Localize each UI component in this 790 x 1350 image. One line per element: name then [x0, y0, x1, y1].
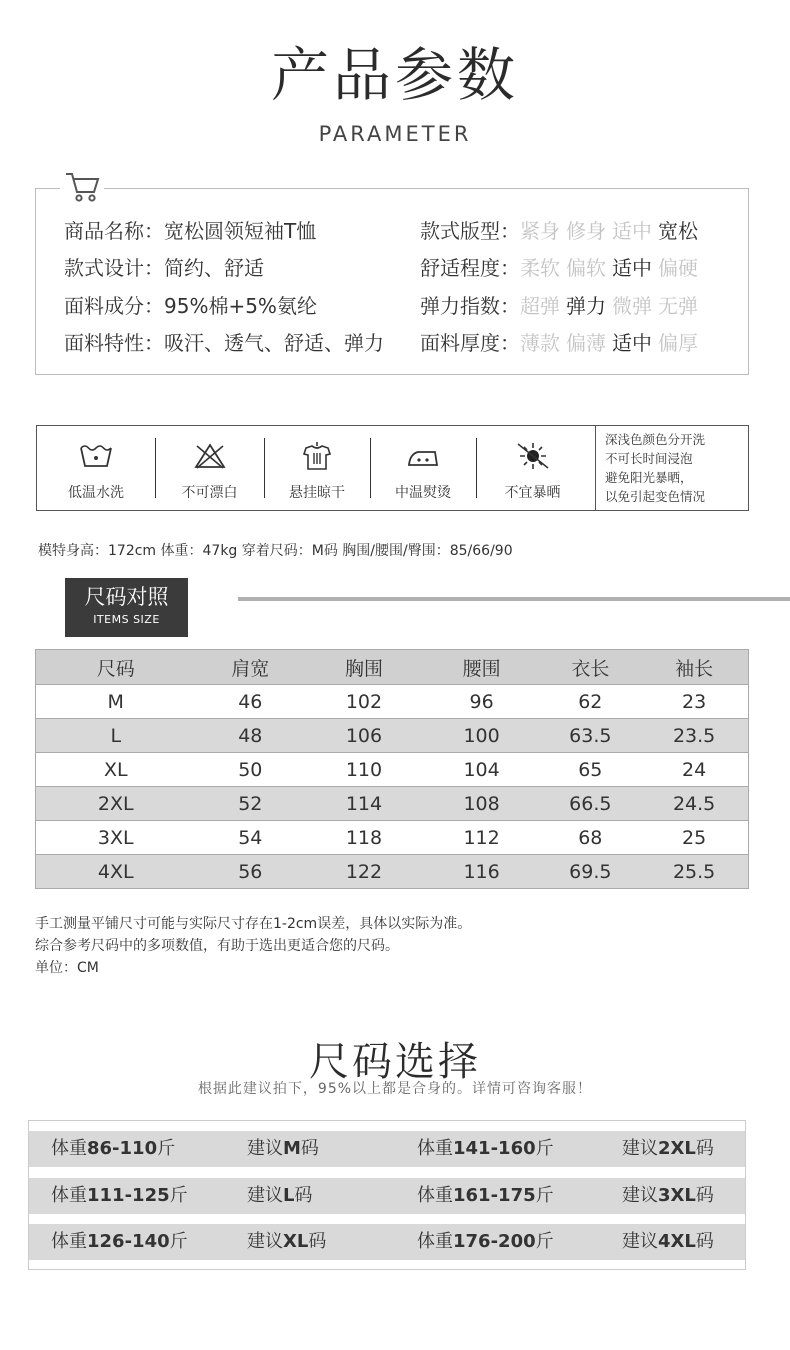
- suggested-size: 建议M码: [247, 1138, 319, 1159]
- divider: [238, 597, 790, 601]
- size-choice-box: [28, 1120, 746, 1270]
- param-row-left: [64, 291, 317, 321]
- size-choice-title: 尺码选择: [309, 1039, 481, 1085]
- param-option: 超弹: [520, 294, 560, 318]
- table-cell: 2XL: [36, 787, 196, 821]
- table-header-cell: 肩宽: [195, 650, 305, 685]
- note-reference: 综合参考尺码中的多项数值，有助于选出更适合您的尺码。: [35, 938, 399, 954]
- param-option: 偏软: [566, 256, 606, 280]
- hang-dry-icon: [299, 440, 335, 472]
- table-cell: 62: [540, 685, 640, 719]
- table-row: [36, 753, 749, 787]
- param-row-right: [420, 328, 704, 358]
- table-cell: 3XL: [36, 821, 196, 855]
- table-cell: 24.5: [640, 787, 748, 821]
- table-cell: 4XL: [36, 855, 196, 889]
- table-cell: 50: [195, 753, 305, 787]
- table-cell: 48: [195, 719, 305, 753]
- weight-range: 体重176-200斤: [417, 1231, 554, 1252]
- table-cell: M: [36, 685, 196, 719]
- medium-iron-icon: [405, 440, 441, 472]
- param-label: 款式设计：: [64, 256, 164, 280]
- suggested-size: 建议L码: [247, 1185, 313, 1206]
- param-label: 面料特性：: [64, 331, 164, 355]
- table-cell: 114: [305, 787, 423, 821]
- table-row: [36, 787, 749, 821]
- table-cell: 100: [423, 719, 541, 753]
- model-info: 模特身高：172cm 体重：47kg 穿着尺码：M码 胸围/腰围/臀围：85/66/90: [38, 543, 513, 559]
- table-header-cell: 腰围: [423, 650, 541, 685]
- page-title: 产品参数: [270, 41, 519, 109]
- table-cell: 108: [423, 787, 541, 821]
- size-table: [35, 649, 749, 889]
- table-cell: 52: [195, 787, 305, 821]
- care-label: 低温水洗: [68, 485, 124, 501]
- care-item-no-bleach: [155, 426, 264, 510]
- table-cell: 25.5: [640, 855, 748, 889]
- param-label: 舒适程度：: [420, 256, 520, 280]
- care-item-hang-dry: [264, 426, 370, 510]
- care-item-medium-iron: [370, 426, 476, 510]
- size-section-tag: [65, 578, 188, 637]
- size-choice-row: [29, 1131, 745, 1167]
- table-header-cell: 尺码: [36, 650, 196, 685]
- table-header-cell: 胸围: [305, 650, 423, 685]
- param-option: 适中: [612, 256, 652, 280]
- table-cell: 46: [195, 685, 305, 719]
- note-unit: 单位：CM: [35, 960, 99, 976]
- table-cell: 116: [423, 855, 541, 889]
- table-cell: 68: [540, 821, 640, 855]
- shopping-cart-icon: [60, 168, 104, 206]
- table-row: [36, 821, 749, 855]
- param-row-right: [420, 291, 704, 321]
- param-option: 紧身: [520, 219, 560, 243]
- param-option: 偏薄: [566, 331, 606, 355]
- param-option: 微弹: [612, 294, 652, 318]
- care-note: 深浅色颜色分开洗 不可长时间浸泡 避免阳光暴晒， 以免引起变色情况: [605, 432, 706, 504]
- care-label: 不宜暴晒: [504, 485, 561, 501]
- param-option: 偏硬: [658, 256, 698, 280]
- table-header-cell: 衣长: [540, 650, 640, 685]
- param-value: 95%棉+5%氨纶: [164, 294, 317, 318]
- table-row: [36, 855, 749, 889]
- weight-range: 体重86-110斤: [51, 1138, 176, 1159]
- suggested-size: 建议4XL码: [622, 1231, 714, 1252]
- param-row-right: [420, 253, 704, 283]
- table-cell: 23.5: [640, 719, 748, 753]
- param-option: 弹力: [566, 294, 606, 318]
- param-option: 柔软: [520, 256, 560, 280]
- table-cell: 106: [305, 719, 423, 753]
- param-option: 宽松: [658, 219, 698, 243]
- param-label: 面料厚度：: [420, 331, 520, 355]
- param-label: 弹力指数：: [420, 294, 520, 318]
- table-cell: 25: [640, 821, 748, 855]
- weight-range: 体重111-125斤: [51, 1185, 188, 1206]
- param-option: 薄款: [520, 331, 560, 355]
- param-row-left: [64, 216, 316, 246]
- size-choice-row: [29, 1224, 745, 1260]
- size-choice-subtitle: 根据此建议拍下，95%以上都是合身的。详情可咨询客服！: [197, 1081, 593, 1097]
- table-cell: L: [36, 719, 196, 753]
- param-label: 面料成分：: [64, 294, 164, 318]
- page-subtitle: PARAMETER: [318, 122, 472, 146]
- param-row-left: [64, 328, 384, 358]
- weight-range: 体重126-140斤: [51, 1231, 188, 1252]
- table-cell: 102: [305, 685, 423, 719]
- care-label: 中温熨烫: [395, 485, 451, 501]
- table-cell: 122: [305, 855, 423, 889]
- param-value: 吸汗、透气、舒适、弹力: [164, 331, 384, 355]
- param-option: 适中: [612, 219, 652, 243]
- param-label: 款式版型：: [420, 219, 520, 243]
- table-cell: 24: [640, 753, 748, 787]
- param-value: 宽松圆领短袖T恤: [164, 219, 317, 243]
- table-cell: 63.5: [540, 719, 640, 753]
- param-option: 适中: [612, 331, 652, 355]
- note-measurement: 手工测量平铺尺寸可能与实际尺寸存在1-2cm误差，具体以实际为准。: [35, 916, 472, 932]
- param-option: 无弹: [658, 294, 698, 318]
- care-label: 悬挂晾干: [289, 485, 345, 501]
- care-label: 不可漂白: [181, 485, 238, 501]
- size-section-title: 尺码对照: [84, 585, 169, 609]
- table-row: [36, 719, 749, 753]
- table-cell: 96: [423, 685, 541, 719]
- care-item-low-temp-wash: [37, 426, 155, 510]
- table-cell: 56: [195, 855, 305, 889]
- table-cell: 69.5: [540, 855, 640, 889]
- no-sun-icon: [515, 440, 551, 472]
- table-header-cell: 袖长: [640, 650, 748, 685]
- table-cell: 110: [305, 753, 423, 787]
- weight-range: 体重141-160斤: [417, 1138, 554, 1159]
- table-cell: 118: [305, 821, 423, 855]
- no-bleach-icon: [192, 440, 228, 472]
- low-temp-wash-icon: [78, 440, 114, 472]
- param-row-left: [64, 253, 264, 283]
- param-option: 修身: [566, 219, 606, 243]
- suggested-size: 建议3XL码: [622, 1185, 714, 1206]
- param-label: 商品名称：: [64, 219, 164, 243]
- table-cell: 65: [540, 753, 640, 787]
- care-instructions: [36, 425, 749, 511]
- weight-range: 体重161-175斤: [417, 1185, 554, 1206]
- param-row-right: [420, 216, 704, 246]
- table-row: [36, 685, 749, 719]
- table-cell: 23: [640, 685, 748, 719]
- table-cell: 104: [423, 753, 541, 787]
- table-cell: 112: [423, 821, 541, 855]
- table-cell: 66.5: [540, 787, 640, 821]
- suggested-size: 建议2XL码: [622, 1138, 714, 1159]
- suggested-size: 建议XL码: [247, 1231, 327, 1252]
- table-cell: 54: [195, 821, 305, 855]
- care-item-no-sun: [476, 426, 589, 510]
- size-section-subtitle: ITEMS SIZE: [93, 613, 160, 626]
- param-value: 简约、舒适: [164, 256, 264, 280]
- param-option: 偏厚: [658, 331, 698, 355]
- table-cell: XL: [36, 753, 196, 787]
- size-choice-row: [29, 1178, 745, 1214]
- table-header-row: [36, 650, 749, 685]
